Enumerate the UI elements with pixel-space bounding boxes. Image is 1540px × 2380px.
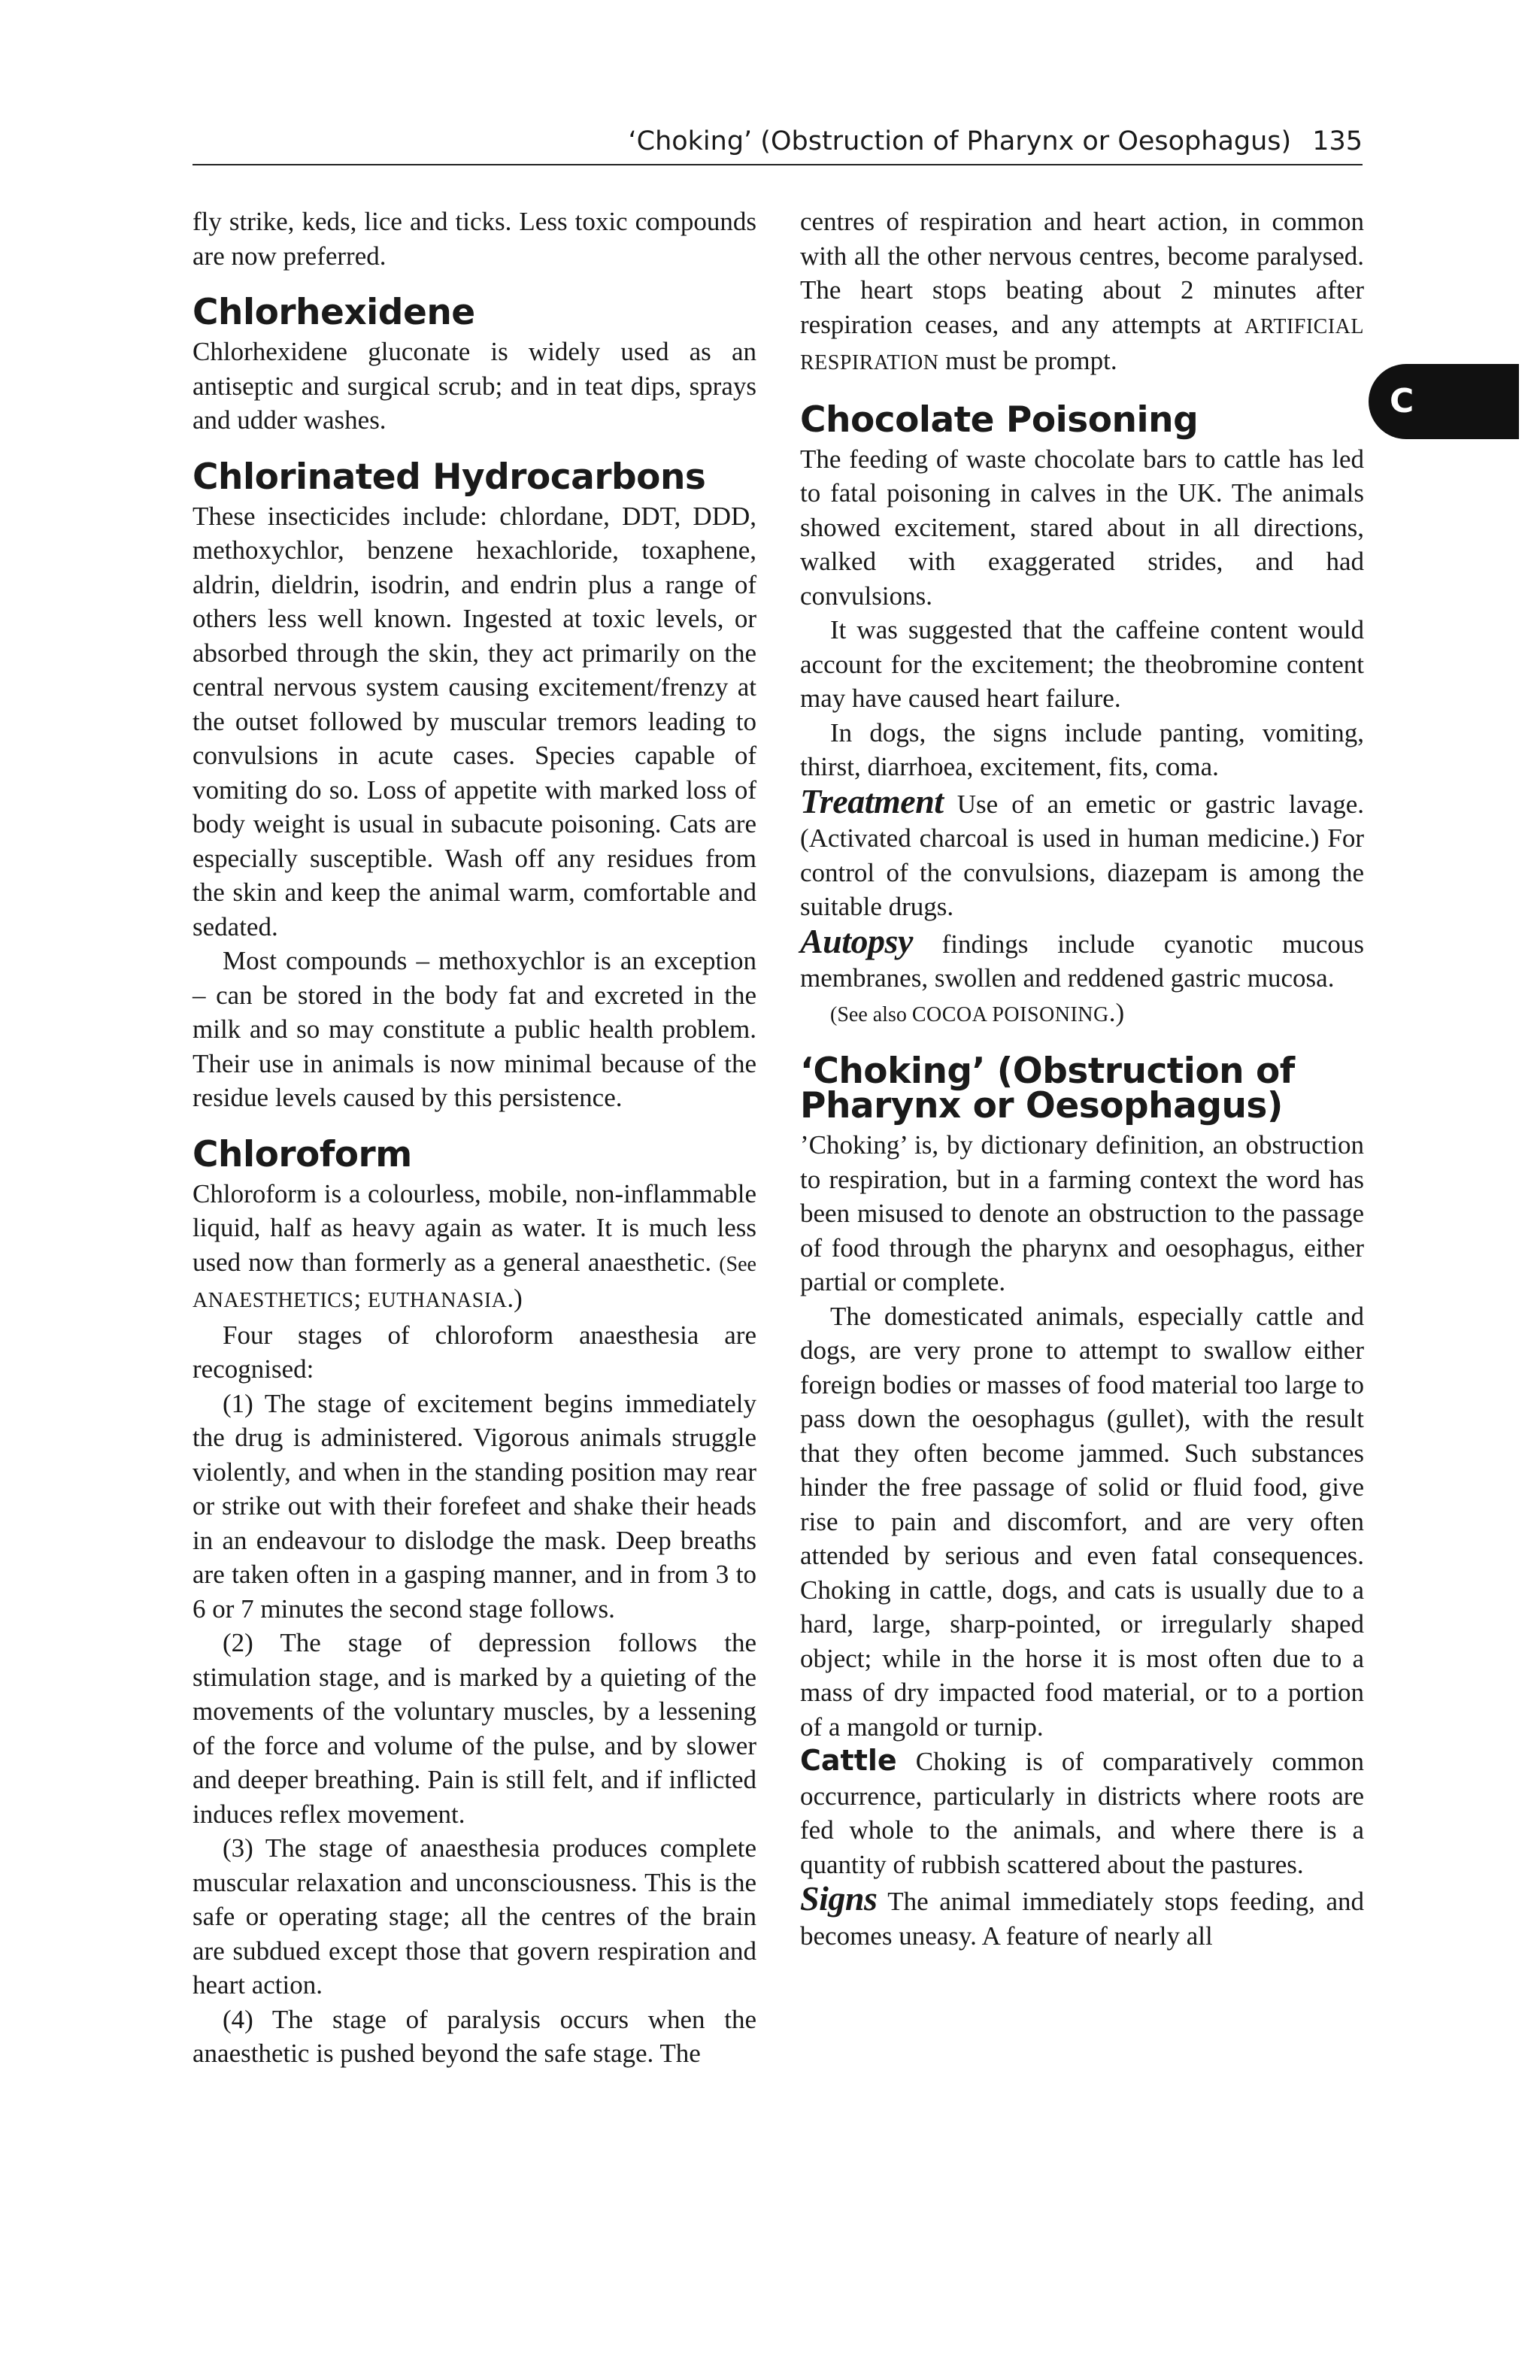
paragraph	[800, 921, 1364, 996]
cross-reference[interactable]: EUTHANASIA	[367, 1289, 508, 1312]
paragraph: (1) The stage of excitement begins immediately the drug is administered. Vigorous animals struggle violently, and when in the standing position may rear or strike out with their forefeet and shake their heads in an endeavour to dislodge the mask. Deep breaths are taken often in a gasping manner, and in from 3 to 6 or 7 minutes the second stage follows.	[192, 1388, 756, 1624]
close-paren: .)	[1108, 997, 1125, 1027]
paragraph	[800, 205, 1364, 380]
see-label: (See also	[830, 1002, 912, 1026]
paragraph: Most compounds – methoxychlor is an exception – can be stored in the body fat and excreted in the milk and so may constitute a public health problem. Their use in animals is now minimal because of the residue levels caused by this persistence.	[192, 946, 756, 1112]
subheading-autopsy: Autopsy	[800, 921, 913, 960]
paragraph	[192, 1177, 756, 1318]
paragraph	[800, 1744, 1364, 1881]
section-letter-tab: C	[1369, 364, 1519, 439]
cross-reference[interactable]: ARTIFICIAL RESPIRATION	[800, 314, 1364, 374]
paragraph: Chlorhexidene gluconate is widely used as an antiseptic and surgical scrub; and in teat dips, sprays and udder washes.	[192, 337, 756, 435]
cross-reference[interactable]: ANAESTHETICS	[192, 1289, 354, 1312]
paragraph	[800, 1881, 1364, 1953]
subheading-cattle: Cattle	[800, 1744, 897, 1777]
subheading-treatment: Treatment	[800, 781, 944, 820]
paragraph: (4) The stage of paralysis occurs when the anaesthetic is pushed beyond the safe stage. The	[192, 2004, 756, 2068]
subheading-signs: Signs	[800, 1879, 878, 1918]
text: must be prompt.	[938, 346, 1117, 375]
right-column	[800, 205, 1364, 1953]
left-column	[192, 205, 756, 2071]
text: findings include cyanotic mucous membranes, swollen and reddened gastric mucosa.	[800, 929, 1364, 993]
paragraph: Four stages of chloroform anaesthesia are recognised:	[192, 1320, 756, 1384]
entry-heading: Chlorinated Hydrocarbons	[192, 456, 706, 498]
text: Choking is of comparatively common occurrence, particularly in districts where roots are fed whole to the animals, and where there is a quantity of rubbish scattered about the pastures.	[800, 1747, 1364, 1879]
entry-heading: ‘Choking’ (Obstruction of Pharynx or Oesophagus)	[800, 1051, 1295, 1126]
paragraph: (3) The stage of anaesthesia produces complete muscular relaxation and unconsciousness. This is the safe or operating stage; all the centres of the brain are subdued except those that govern respiration and heart action.	[192, 1833, 756, 2000]
see-label: (See	[719, 1252, 756, 1276]
paragraph: (2) The stage of depression follows the stimulation stage, and is marked by a quieting of the movements of the voluntary muscles, by a lessening of the force and volume of the pulse, and by slower and deeper breathing. Pain is still felt, and if inflicted induces reflex movement.	[192, 1628, 756, 1829]
page-number: 135	[1312, 126, 1363, 156]
see-also	[800, 996, 1364, 1032]
close-paren: .)	[507, 1284, 523, 1313]
paragraph: These insecticides include: chlordane, DDT, DDD, methoxychlor, benzene hexachloride, toxaphene, aldrin, dieldrin, isodrin, and endrin plus a range of others less well known. Ingested at toxic levels, or absorbed through the skin, they act primarily on the central nervous system causing excitement/frenzy at the outset followed by muscular tremors leading to convulsions in acute cases. Species capable of vomiting do so. Loss of appetite with marked loss of body weight is usual in subacute poisoning. Cats are especially susceptible. Wash off any residues from the skin and keep the animal warm, comfortable and sedated.	[192, 501, 756, 941]
text: The animal immediately stops feeding, and becomes uneasy. A feature of nearly all	[800, 1887, 1364, 1951]
paragraph: In dogs, the signs include panting, vomiting, thirst, diarrhoea, excitement, fits, coma.	[800, 717, 1364, 781]
paragraph	[800, 781, 1364, 924]
paragraph: The feeding of waste chocolate bars to cattle has led to fatal poisoning in calves in the UK. The animals showed excitement, stared about in all directions, walked with exaggerated strides, and had convulsions.	[800, 444, 1364, 611]
running-title: ‘Choking’ (Obstruction of Pharynx or Oesophagus)	[628, 126, 1292, 156]
paragraph: It was suggested that the caffeine content would account for the excitement; the theobromine content may have caused heart failure.	[800, 615, 1364, 713]
paragraph: ’Choking’ is, by dictionary definition, an obstruction to respiration, but in a farming context the word has been misused to denote an obstruction to the passage of food through the pharynx and oesophagus, either partial or complete.	[800, 1130, 1364, 1296]
separator: ;	[353, 1284, 368, 1313]
entry-heading: Chocolate Poisoning	[800, 399, 1199, 441]
text: Chloroform is a colourless, mobile, non-inflammable liquid, half as heavy again as water. It is much less used now than formerly as a general anaesthetic.	[192, 1178, 756, 1277]
text: centres of respiration and heart action, in common with all the other nervous centres, become paralysed. The heart stops beating about 2 minutes after respiration ceases, and any attempts at	[800, 207, 1364, 339]
text: Use of an emetic or gastric lavage. (Activated charcoal is used in human medicine.) For control of the convulsions, diazepam is among the suitable drugs.	[800, 789, 1364, 921]
cross-reference[interactable]: COCOA POISONING	[911, 1002, 1109, 1026]
entry-heading: Chlorhexidene	[192, 292, 475, 333]
paragraph: The domesticated animals, especially cattle and dogs, are very prone to attempt to swallow either foreign bodies or masses of food material too large to pass down the oesophagus (gullet), with the result that they often become jammed. Such substances hinder the free passage of solid or fluid food, give rise to pain and discomfort, and are very often attended by serious and even fatal consequences. Choking in cattle, dogs, and cats is usually due to a hard, large, sharp-pointed, or irregularly shaped object; while in the horse it is most often due to a mass of dry impacted food material, or to a portion of a mangold or turnip.	[800, 1301, 1364, 1742]
paragraph: fly strike, keds, lice and ticks. Less toxic compounds are now preferred.	[192, 207, 756, 271]
entry-heading: Chloroform	[192, 1133, 412, 1175]
running-head	[192, 119, 1363, 165]
